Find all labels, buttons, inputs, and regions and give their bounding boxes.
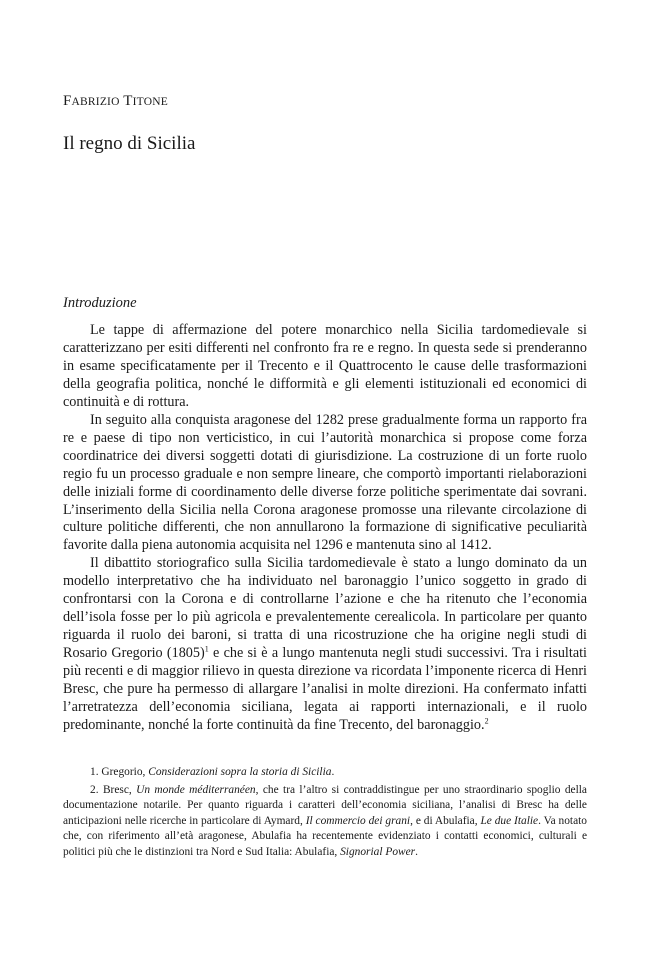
footnote-number: 1. — [90, 766, 102, 778]
paragraph-3-part-b: e che si è a lungo mantenuta negli studi successivi. Tra i risultati più recenti e di maggior rilievo in questa direzione va ricordata l’imponente ricerca di Henri Bresc, che pure ha permesso di allargare l’analisi in molte direzioni. Ha confermato infatti l’arretratezza dell’economia siciliana, legata ai rapporti internazionali, e il ruolo predominante, nonché la forte continuità da fine Trecento, del baronaggio. — [63, 645, 587, 733]
footnote-text: . Va notato che, con riferimento all’età aragonese, Abulafia ha recentemente evidenziato i contatti economici, culturali e politici più che le distinzioni tra Nord e Sud Italia: Abulafia, — [63, 814, 587, 858]
footnote-text: . — [331, 766, 335, 778]
footnotes — [63, 765, 587, 863]
paragraph-3-part-a: Il dibattito storiografico sulla Sicilia tardomedievale è stato a lungo dominato da un modello interpretativo che ha individuato nel baronaggio l’unico soggetto in grado di confrontarsi con la Corona e di controllarne l’azione e che ha ritenuto che l’economia dell’isola fosse per lo più agricola e prevalentemente cerealicola. In particolare per quanto riguarda il ruolo dei baroni, si tratta di una ricostruzione che ha origine negli studi di Rosario Gregorio (1805) — [63, 555, 587, 662]
author-name — [63, 93, 168, 110]
author-first-initial: F — [63, 93, 72, 109]
author-last-rest: ITONE — [132, 96, 168, 108]
paragraph-3 — [63, 555, 587, 735]
author-first-rest: ABRIZIO — [71, 96, 120, 108]
footnote-text: Gregorio, — [101, 766, 149, 778]
footnote-title: Considerazioni sopra la storia di Sicilia — [148, 766, 332, 778]
chapter-title: Il regno di Sicilia — [63, 133, 196, 154]
footnote-text: . — [415, 845, 418, 858]
paragraph-1: Le tappe di affermazione del potere monarchico nella Sicilia tardomedievale si caratterizzano per esiti differenti nel confronto fra re e regno. In questa sede si prenderanno in esame specificatamente per il Trecento e il Quattrocento le cause delle trasformazioni della geografia politica, nonché le difformità e gli elementi istituzionali ed economici di continuità e di rottura. — [63, 322, 587, 410]
footnote-ref-1[interactable]: 1 — [204, 644, 209, 654]
footnote-2 — [63, 783, 587, 861]
paragraph-2: In seguito alla conquista aragonese del 1282 prese gradualmente forma un rapporto fra re e paese di tipo non verticistico, in cui l’autorità monarchica si propose come forza coordinatrice dei diversi soggetti dotati di giurisdizione. La costruzione di un forte ruolo regio fu un processo graduale e non sempre lineare, che comportò importanti rielaborazioni delle iniziali forme di coordinamento delle diverse forze politiche sperimentate dai sovrani. L’inserimento della Sicilia nella Corona aragonese promosse una rilevante circolazione di culture politiche differenti, che non annullarono la formazione di significative peculiarità favorite dalla piena autonomia acquisita nel 1296 e mantenuta sino al 1412. — [63, 411, 587, 554]
footnote-text: , che tra l’altro si contraddistingue per uno straordinario spoglio della documentazione notarile. Per quanto riguarda i caratteri dell’economia siciliana, l’analisi di Bresc ha delle anticipazioni nelle ricerche in particolare di Aymard, — [63, 783, 587, 827]
body-text — [63, 322, 587, 735]
footnote-1 — [63, 765, 587, 781]
footnote-title: Il commercio dei grani — [305, 814, 411, 827]
author-last-initial: T — [123, 93, 133, 109]
footnote-number: 2. — [90, 783, 103, 796]
section-heading: Introduzione — [63, 295, 137, 311]
footnote-text: , e di Abulafia, — [410, 814, 481, 827]
footnote-title: Le due Italie — [480, 814, 539, 827]
footnote-text: Bresc, — [102, 783, 137, 796]
footnote-title: Un monde méditerranéen — [136, 783, 256, 796]
footnote-title: Signorial Power — [340, 845, 416, 858]
footnote-ref-2[interactable]: 2 — [484, 716, 489, 726]
